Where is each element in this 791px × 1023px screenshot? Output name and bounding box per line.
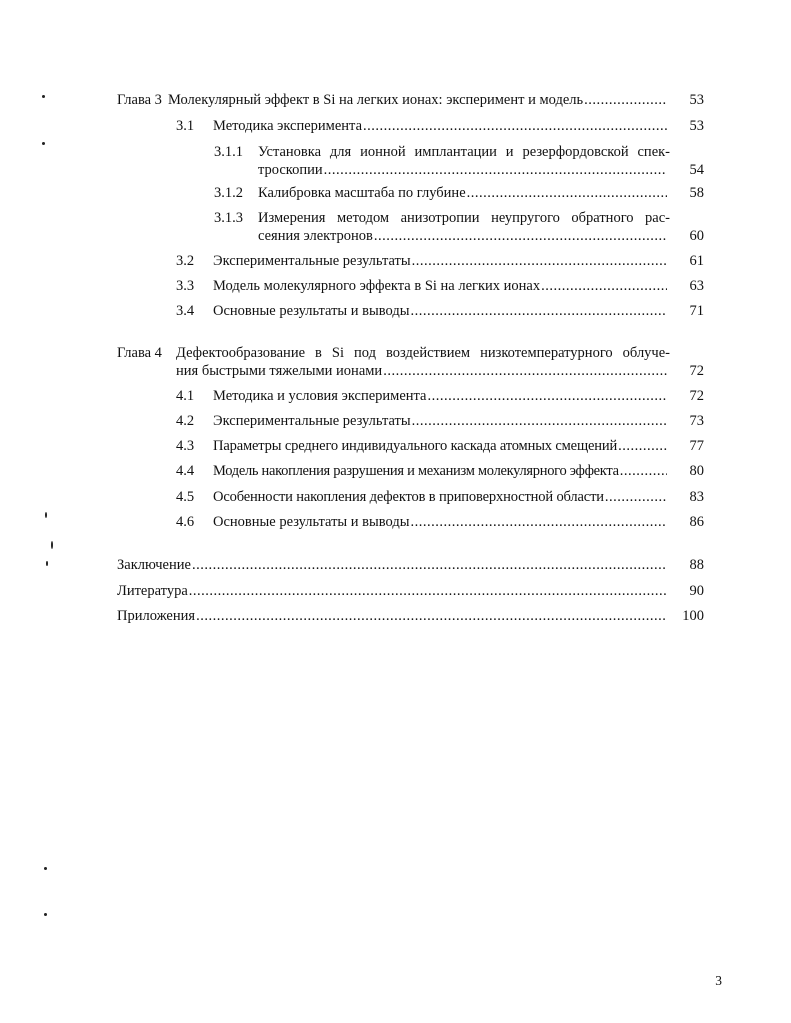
leader-dots: [189, 583, 667, 600]
toc-page-number: 77: [689, 438, 704, 454]
toc-section-number: 4.5: [176, 489, 195, 505]
toc-section-4-1[interactable]: [176, 388, 667, 405]
toc-section-title: Основные результаты и выводы: [213, 514, 410, 530]
toc-subsection-number: 3.1.2: [214, 185, 243, 201]
toc-entry-title: Заключение: [117, 557, 191, 573]
page-number: 3: [715, 973, 722, 988]
leader-dots: [324, 162, 667, 179]
toc-entry-title: Приложения: [117, 608, 196, 624]
toc-page-number: 73: [689, 413, 704, 429]
toc-section-number: 3.1: [176, 118, 195, 134]
toc-section-title: Методика и условия эксперимента: [213, 388, 427, 404]
toc-page-number: 72: [689, 388, 704, 404]
toc-page-number: 61: [689, 253, 704, 269]
toc-page-number: 88: [689, 557, 704, 573]
leader-dots: [363, 118, 667, 135]
toc-chapter-4[interactable]: [176, 363, 667, 380]
leader-dots: [192, 557, 667, 574]
toc-literature[interactable]: [117, 583, 667, 600]
scan-speck: [45, 512, 47, 518]
toc-section-title: Экспериментальные результаты: [213, 413, 411, 429]
toc-section-title: Основные результаты и выводы: [213, 303, 410, 319]
toc-section-3-1[interactable]: [176, 118, 667, 135]
leader-dots: [196, 608, 667, 625]
toc-chapter-title-line2: ния быстрыми тяжелыми ионами: [176, 363, 383, 379]
toc-section-3-2[interactable]: [176, 253, 667, 270]
scan-speck: [44, 913, 47, 916]
leader-dots: [410, 514, 667, 531]
toc-chapter-number: Глава 4: [117, 345, 162, 361]
toc-section-3-4[interactable]: [176, 303, 667, 320]
leader-dots: [412, 253, 667, 270]
toc-section-title: Методика эксперимента: [213, 118, 363, 134]
toc-appendices[interactable]: [117, 608, 667, 625]
toc-page-number: 80: [689, 463, 704, 479]
toc-page-number: 63: [689, 278, 704, 294]
toc-page-number: 58: [689, 185, 704, 201]
scan-speck: [46, 561, 48, 566]
toc-section-number: 3.4: [176, 303, 195, 319]
toc-section-4-2[interactable]: [176, 413, 667, 430]
leader-dots: [541, 278, 667, 295]
toc-page-number: 90: [689, 583, 704, 599]
toc-page-number: 53: [689, 92, 704, 108]
toc-subsection-title-line1[interactable]: Установка для ионной имплантации и резерфордовской спек-: [258, 144, 670, 160]
toc-chapter-title-line1[interactable]: Дефектообразование в Si под воздействием низкотемпературного облуче-: [176, 345, 670, 361]
toc-subsection-title-line2: троскопии: [258, 162, 323, 178]
toc-page-number: 100: [682, 608, 704, 624]
toc-section-title: Параметры среднего индивидуального каскада атомных смещений: [213, 438, 618, 454]
toc-conclusion[interactable]: [117, 557, 667, 574]
scan-speck: [42, 95, 45, 98]
toc-chapter-number: Глава 3: [117, 92, 162, 108]
leader-dots: [410, 303, 667, 320]
toc-section-title: Особенности накопления дефектов в приповерхностной области: [213, 489, 604, 505]
toc-subsection-number: 3.1.1: [214, 144, 243, 160]
toc-section-title: Экспериментальные результаты: [213, 253, 411, 269]
leader-dots: [427, 388, 667, 405]
scan-speck: [42, 142, 45, 145]
toc-section-number: 4.4: [176, 463, 195, 479]
toc-subsection-3-1-3[interactable]: [258, 228, 667, 245]
toc-section-number: 4.2: [176, 413, 195, 429]
toc-page-number: 54: [689, 162, 704, 178]
toc-section-4-4[interactable]: [176, 463, 667, 480]
leader-dots: [605, 489, 667, 506]
toc-subsection-3-1-1[interactable]: [258, 162, 667, 179]
leader-dots: [374, 228, 667, 245]
leader-dots: [620, 463, 667, 480]
toc-section-4-6[interactable]: [176, 514, 667, 531]
toc-subsection-number: 3.1.3: [214, 210, 243, 226]
toc-section-number: 4.3: [176, 438, 195, 454]
toc-section-title: Модель молекулярного эффекта в Si на легких ионах: [213, 278, 541, 294]
leader-dots: [584, 92, 667, 109]
scan-speck: [51, 541, 53, 549]
toc-section-4-3[interactable]: [176, 438, 667, 455]
toc-section-number: 3.2: [176, 253, 195, 269]
toc-page-number: 72: [689, 363, 704, 379]
toc-chapter-3[interactable]: [117, 92, 667, 109]
toc-section-4-5[interactable]: [176, 489, 667, 506]
toc-chapter-title: Молекулярный эффект в Si на легких ионах: эксперимент и модель: [167, 92, 584, 108]
toc-subsection-title: Калибровка масштаба по глубине: [258, 185, 466, 201]
toc-section-3-3[interactable]: [176, 278, 667, 295]
toc-section-number: 4.6: [176, 514, 195, 530]
toc-section-number: 4.1: [176, 388, 195, 404]
toc-section-number: 3.3: [176, 278, 195, 294]
leader-dots: [618, 438, 667, 455]
toc-page-number: 83: [689, 489, 704, 505]
leader-dots: [412, 413, 667, 430]
toc-section-title: Модель накопления разрушения и механизм молекулярного эффекта: [213, 463, 619, 479]
leader-dots: [383, 363, 667, 380]
toc-page-number: 60: [689, 228, 704, 244]
leader-dots: [467, 185, 667, 202]
toc-page-number: 71: [689, 303, 704, 319]
toc-subsection-title-line2: сеяния электронов: [258, 228, 373, 244]
toc-subsection-3-1-2[interactable]: [214, 185, 667, 202]
scan-speck: [44, 867, 47, 870]
toc-subsection-title-line1[interactable]: Измерения методом анизотропии неупругого обратного рас-: [258, 210, 670, 226]
toc-entry-title: Литература: [117, 583, 188, 599]
toc-page-number: 53: [689, 118, 704, 134]
toc-page-number: 86: [689, 514, 704, 530]
